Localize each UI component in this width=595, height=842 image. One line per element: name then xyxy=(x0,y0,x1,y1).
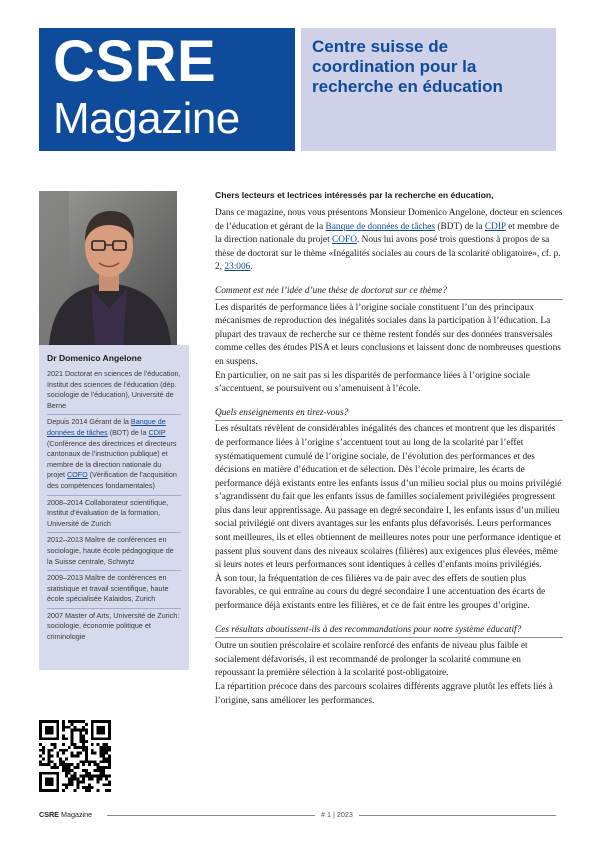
footer-rule xyxy=(359,815,556,816)
intro-text: et membre de la direction nationale du projet xyxy=(215,221,559,246)
bdt-link[interactable]: Banque de données de tâches xyxy=(47,417,166,437)
logo-csre: CSRE xyxy=(53,29,217,94)
person-name: Dr Domenico Angelone xyxy=(47,353,142,363)
cv-sidebar xyxy=(39,345,189,670)
cv-text: (Vérification de l’acquisition des compétences fondamentales) xyxy=(47,470,177,490)
article xyxy=(215,189,563,708)
question-2: Quels enseignements en tirez-vous? xyxy=(215,407,563,422)
answer-paragraph: La répartition précoce dans des parcours scolaires différents aggrave plutôt les effets liés à l’origine, sans améliorer les performances. xyxy=(215,682,553,706)
cv-entry: 2008–2014 Collaborateur scientifique, Institut d’évaluation de la formation, Université de Zurich xyxy=(47,495,181,530)
issue-number: # 1 | 2023 xyxy=(321,810,353,819)
greeting: Chers lecteurs et lectrices intéressés par la recherche en éducation, xyxy=(215,190,494,200)
cv-text: (BDT) de la xyxy=(107,427,149,437)
qr-code[interactable] xyxy=(39,720,111,792)
footer-rule xyxy=(107,815,315,816)
cv-entry: 2021 Doctorat en sciences de l’éducation, Institut des sciences de l’éducation (dép. sociologie de l’éducation), Université de Berne xyxy=(47,369,181,410)
bdt-link[interactable]: Banque de données de tâches xyxy=(325,221,436,232)
reference-link[interactable]: 23:006 xyxy=(224,262,251,273)
qr-code-image xyxy=(39,720,111,792)
cv-entry: 2012–2013 Maître de conférences en sociologie, haute école pédagogique de la Suisse centrale, Schwytz xyxy=(47,532,181,567)
footer-brand-bold: CSRE xyxy=(39,810,59,819)
cofo-link[interactable]: COFO xyxy=(66,470,88,480)
intro-text: . xyxy=(250,262,253,273)
cdip-link[interactable]: CDIP xyxy=(148,427,166,437)
cv-entry xyxy=(47,414,181,491)
intro-text: Dans ce magazine, nous vous présentons Monsieur Domenico Angelone, docteur en sciences de l’éducation et gérant de la xyxy=(215,208,563,232)
page-footer xyxy=(39,808,556,822)
answer-paragraph: Les résultats révèlent de considérables inégalités des chances et montrent que les disparités de performance liées à l’origine s’accentuent tout au long de la scolarité par l’effet systématiquement cumulé de l’origine sociale, de l’évolution des performances et des décisions en matière d’éducation et de sélection. Dès l’école primaire, les écarts de performance déjà existants entre les enfants issus d’un milieu social plus ou moins privilégié s’agrandissent du fait que les enfants issus de familles socialement privilégiées progressent plus dans leur apprentissage. Au passage en degré secondaire I, les enfants issus d’un milieu social privilégié ont divers avantages sur les enfants plus défavorisés. Leurs performances sont meilleures, ils et elles obtiennent de meilleures notes pour une performance identique et passent plus souvent dans des niveaux scolaires (filières) aux exigences plus élevées, même si leurs notes et leurs performances sont identiques à celles d’enfants moins privilégiés. xyxy=(215,424,562,571)
answer-paragraph: À son tour, la fréquentation de ces filières va de pair avec des effets de soutien plus favorables, ce qui entraîne au cours du degré secondaire I une accentuation des écarts de performance déjà existants entre les filières, et ce de fait entre les groupes d’origine. xyxy=(215,573,546,612)
answer-paragraph: Outre un soutien préscolaire et scolaire renforcé des enfants de niveau plus faible et socialement défavorisés, il est recommandé de prolonger la scolarité commune en repoussant la première sélection à la scolarité post-obligatoire. xyxy=(215,641,528,679)
cofo-link[interactable]: COFO xyxy=(332,235,357,246)
masthead-logo xyxy=(39,28,295,151)
footer-brand-rest: Magazine xyxy=(58,810,93,819)
answer-paragraph: En particulier, on ne sait pas si les disparités de performance liées à l’origine sociale s’accentuent, se poursuivent ou s’amenuisent à l’école. xyxy=(215,370,530,395)
masthead-title-box xyxy=(301,28,556,151)
logo-magazine: Magazine xyxy=(53,94,240,143)
cv-entry: 2009–2013 Maître de conférences en statistique et travail scientifique, haute école spécialisée Kalaidos, Zurich xyxy=(47,570,181,605)
question-1: Comment est née l’idée d’une thèse de doctorat sur ce thème? xyxy=(215,285,563,300)
footer-brand xyxy=(39,808,92,822)
intro-text: . Nous lui avons posé trois questions à propos de sa thèse de doctorat sur le thème «Inégalités sociales au cours de la scolarité obligatoire», cf. p. 2, xyxy=(215,235,561,273)
cdip-link[interactable]: CDIP xyxy=(484,221,506,232)
question-3: Ces résultats aboutissent-ils à des recommandations pour notre système éducatif? xyxy=(215,624,563,639)
answer-paragraph: Les disparités de performance liées à l’origine sociale constituent l’un des principaux mécanismes de reproduction des inégalités sociales dans la participation à l’éducation. La plupart des travaux de recherche sur ce thème restent fondés sur des données transversales comme celles des études PISA et leurs conclusions et laissent donc de nombreuses questions en suspens. xyxy=(215,302,561,367)
cv-text: (Conférence des directrices et directeurs cantonaux de l’instruction publique) et membre de la direction nationale du projet xyxy=(47,438,177,480)
intro-text: (BDT) de la xyxy=(435,221,485,232)
cv-entry: 2007 Master of Arts, Université de Zurich: sociologie, économie politique et criminologie xyxy=(47,608,181,643)
masthead-title: Centre suisse de coordination pour la recherche en éducation xyxy=(312,37,503,96)
portrait-image xyxy=(39,191,177,345)
intro-paragraph xyxy=(215,207,563,275)
cv-text: Depuis 2014 Gérant de la xyxy=(47,417,131,427)
portrait-photo xyxy=(39,191,177,345)
